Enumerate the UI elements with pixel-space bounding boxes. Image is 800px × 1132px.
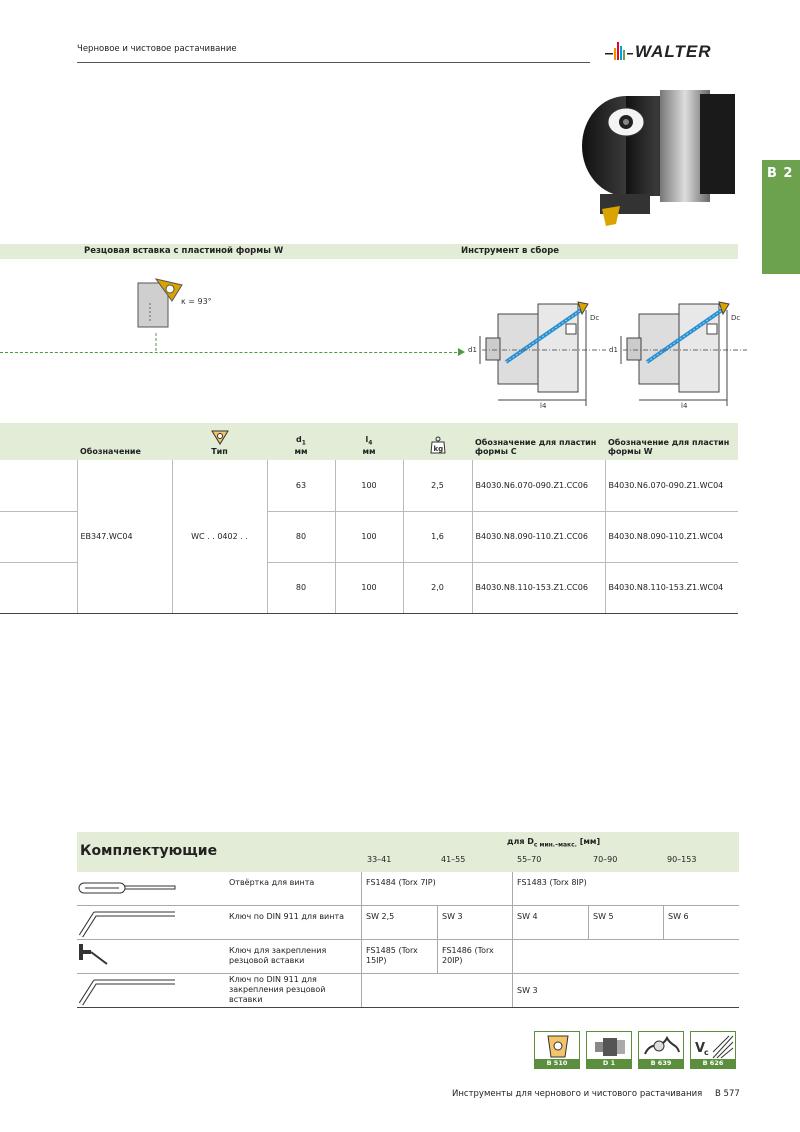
arrow-icon xyxy=(458,348,465,356)
reference-links xyxy=(534,1031,744,1071)
ref-b626[interactable]: V c B 626 xyxy=(690,1031,736,1069)
insert-drawing xyxy=(130,275,220,357)
svg-text:Dc: Dc xyxy=(590,314,600,322)
range-col: 55–70 xyxy=(517,855,542,864)
svg-text:kg: kg xyxy=(433,445,443,453)
range-col: 70–90 xyxy=(593,855,618,864)
dashed-connector xyxy=(0,352,462,353)
header-rule xyxy=(77,62,590,63)
footer-text: Инструменты для чернового и чистового растачивания xyxy=(452,1089,703,1099)
table-row: EB347.WC04 WC . . 0402 . . 63 100 2,5 B4030.N6.070-090.Z1.CC06 B4030.N6.070-090.Z1.WC04 xyxy=(0,460,738,511)
col-type: Тип xyxy=(172,423,267,460)
page-number: B 577 xyxy=(715,1089,740,1099)
allen-key-icon xyxy=(77,908,182,938)
assembly-drawing-2 xyxy=(607,296,752,411)
table-header-row xyxy=(0,423,738,460)
insert-shape-icon xyxy=(211,429,229,445)
range-col: 33–41 xyxy=(367,855,392,864)
adapter-icon xyxy=(587,1032,633,1061)
insert-icon xyxy=(535,1032,581,1061)
section-header-band xyxy=(0,244,738,259)
svg-text:l4: l4 xyxy=(681,402,688,410)
table-row: 80 100 1,6 B4030.N8.090-110.Z1.CC06 B4030.N8.090-110.Z1.WC04 xyxy=(0,511,738,562)
col-designation: Обозначение xyxy=(80,447,141,456)
insert-section-title: Резцовая вставка с пластиной формы W xyxy=(84,246,284,256)
ref-b510[interactable]: B 510 xyxy=(534,1031,580,1069)
svg-text:d1: d1 xyxy=(468,346,477,354)
tool-photo xyxy=(580,84,740,234)
designation-cell: EB347.WC04 xyxy=(77,460,172,613)
range-col: 90–153 xyxy=(667,855,697,864)
t-handle-key-icon xyxy=(77,942,182,972)
accessories-header xyxy=(77,832,739,872)
ref-d1[interactable]: D 1 xyxy=(586,1031,632,1069)
allen-key-icon xyxy=(77,976,182,1006)
col-d1: $d_1$ мм xyxy=(294,435,308,456)
screwdriver-icon xyxy=(77,874,182,904)
col-weight xyxy=(403,423,472,460)
header-title: Черновое и чистовое растачивание xyxy=(77,44,237,54)
svg-text:Dc: Dc xyxy=(731,314,741,322)
accessory-row: Ключ по DIN 911 для винта SW 2,5 SW 3 SW 4 SW 5 SW 6 xyxy=(77,906,739,940)
range-col: 41–55 xyxy=(441,855,466,864)
svg-text:c: c xyxy=(704,1048,709,1057)
accessory-row: Ключ для закрепления резцовой вставки FS1485 (Torx 15IP) FS1486 (Torx 20IP) xyxy=(77,940,739,974)
product-table xyxy=(0,423,738,614)
accessory-row: Отвёртка для винта FS1484 (Torx 7IP) FS1483 (Torx 8IP) xyxy=(77,872,739,906)
table-row: 80 100 2,0 B4030.N8.110-153.Z1.CC06 B4030.N8.110-153.Z1.WC04 xyxy=(0,562,738,613)
svg-text:V: V xyxy=(695,1041,706,1056)
type-cell: WC . . 0402 . . xyxy=(172,460,267,613)
cutting-data-icon xyxy=(639,1032,685,1061)
col-l4: $l_4$ мм xyxy=(362,435,376,456)
col-form-c: Обозначение для пластин формы C xyxy=(475,438,597,456)
accessory-row: Ключ по DIN 911 для закрепления резцовой вставки SW 3 xyxy=(77,974,739,1008)
svg-text:l4: l4 xyxy=(540,402,547,410)
ref-b639[interactable]: B 639 xyxy=(638,1031,684,1069)
svg-text:d1: d1 xyxy=(609,346,618,354)
diameter-range-label: для $D_{c мин.-макс.}$ [мм] xyxy=(507,837,601,849)
col-form-w: Обозначение для пластин формы W xyxy=(608,438,730,456)
vc-chart-icon xyxy=(691,1032,737,1061)
accessories-table xyxy=(77,832,739,1008)
assembly-drawing-1 xyxy=(466,296,611,411)
section-tab[interactable]: B 2 xyxy=(762,160,800,274)
walter-logo xyxy=(605,38,740,62)
weight-icon xyxy=(430,436,446,454)
accessories-title: Комплектующие xyxy=(80,843,218,859)
assembly-section-title: Инструмент в сборе xyxy=(461,246,560,256)
approach-angle-label: κ = 93° xyxy=(181,297,212,306)
brand-text: WALTER xyxy=(635,42,712,61)
